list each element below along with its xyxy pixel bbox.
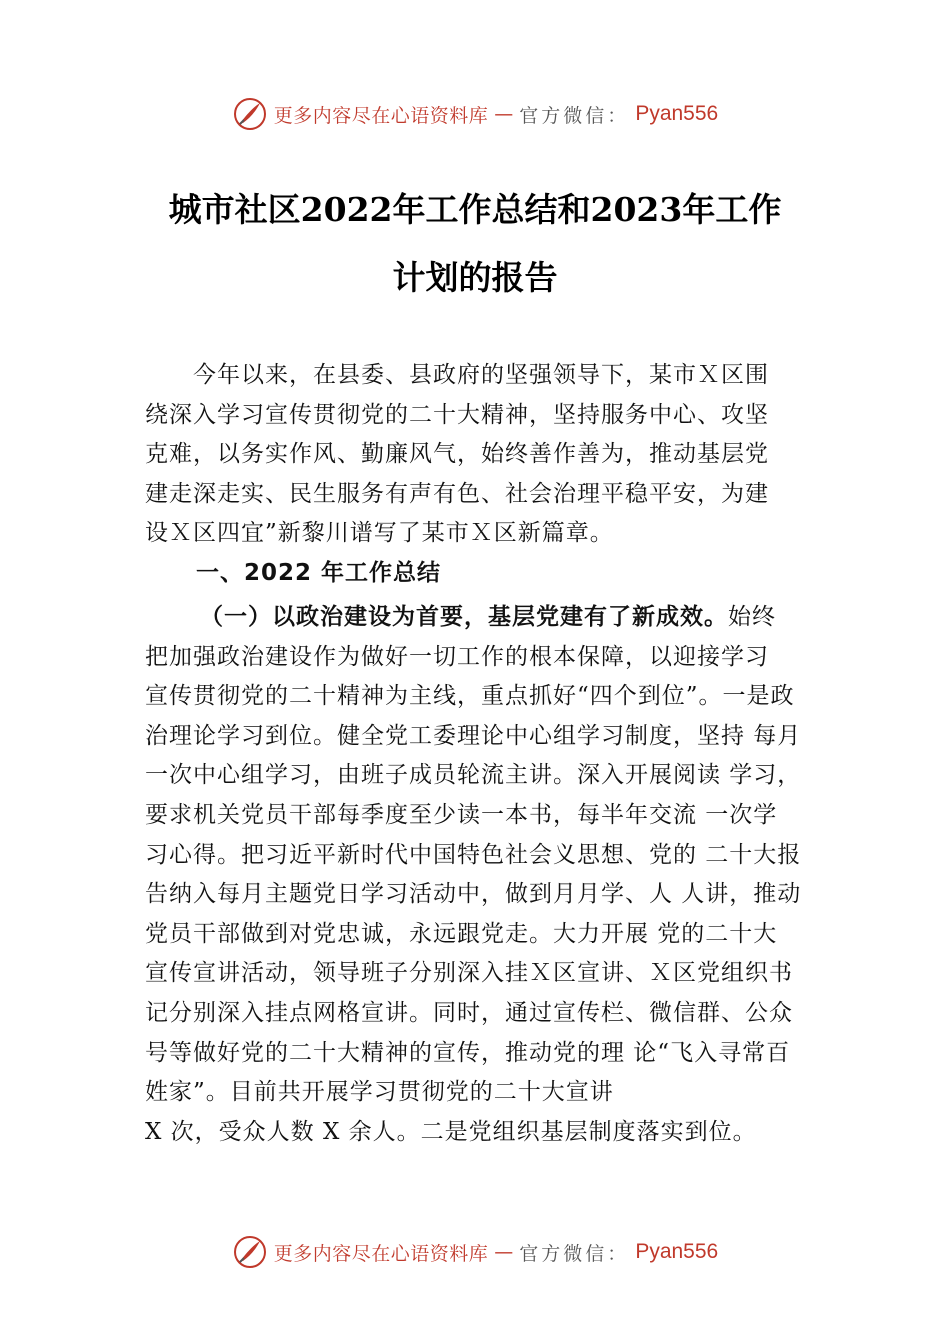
paragraph-line: X 次，受众人数 X 余人。二是党组织基层制度落实到位。: [145, 1118, 757, 1145]
paragraph-line: 告纳入每月主题党日学习活动中，做到月月学、人 人讲，推动: [145, 881, 802, 908]
watermark-header: [0, 94, 950, 134]
paragraph-lead-bold: （一）以政治建设为首要，基层党建有了新成效。: [200, 603, 728, 630]
paragraph-section-1: [145, 597, 835, 1152]
watermark-footer: [0, 1232, 950, 1272]
paragraph-lead-rest: 始终: [728, 604, 776, 630]
watermark-separator: —: [494, 1241, 514, 1263]
paragraph-line: 今年以来，在县委、县政府的坚强领导下，某市Ｘ区围: [145, 362, 769, 388]
paragraph-line: 记分别深入挂点网格宣讲。同时，通过宣传栏、微信群、公众: [145, 999, 793, 1026]
paragraph-line: 治理论学习到位。健全党工委理论中心组学习制度，坚持 每月: [145, 722, 802, 749]
paragraph-intro: [145, 356, 835, 554]
paragraph-line: 设Ｘ区四宜”新黎川谱写了某市Ｘ区新篇章。: [145, 520, 614, 547]
watermark-wechat-id: Pyan556: [635, 102, 719, 125]
watermark-text: 更多内容尽在心语资料库: [273, 1242, 489, 1265]
watermark-wechat-label: 官方微信：: [519, 1242, 630, 1265]
paragraph-line: 党员干部做到对党忠诚，永远跟党走。大力开展 党的二十大: [145, 920, 778, 947]
watermark-text: 更多内容尽在心语资料库: [273, 104, 489, 127]
paragraph-line: 把加强政治建设作为做好一切工作的根本保障，以迎接学习: [145, 643, 769, 670]
paragraph-line: 宣传贯彻党的二十精神为主线，重点抓好“四个到位”。一是政: [145, 683, 795, 710]
pen-quill-logo-icon: [232, 1234, 268, 1270]
pen-quill-logo-icon: [232, 96, 268, 132]
watermark-wechat-label: 官方微信：: [519, 104, 630, 127]
paragraph-line: 姓家”。目前共开展学习贯彻党的二十大宣讲: [145, 1079, 614, 1106]
paragraph-line: 克难，以务实作风、勤廉风气，始终善作善为，推动基层党: [145, 441, 769, 468]
paragraph-lead-line: [145, 597, 835, 638]
document-title-line-1: 城市社区2022年工作总结和2023年工作: [168, 190, 782, 229]
paragraph-line: 号等做好党的二十大精神的宣传，推动党的理 论“飞入寻常百: [145, 1039, 791, 1066]
watermark-wechat-id: Pyan556: [635, 1240, 719, 1263]
watermark-separator: —: [494, 103, 514, 125]
paragraph-line: 建走深走实、民生服务有声有色、社会治理平稳平安，为建: [145, 480, 769, 507]
paragraph-line: 一次中心组学习，由班子成员轮流主讲。深入开展阅读 学习，: [145, 762, 802, 789]
paragraph-line: 习心得。把习近平新时代中国特色社会义思想、党的 二十大报: [145, 841, 802, 868]
paragraph-line: 要求机关党员干部每季度至少读一本书，每半年交流 一次学: [145, 801, 778, 828]
section-heading-1: 一、2022 年工作总结: [196, 560, 442, 586]
document-title-line-2: 计划的报告: [392, 258, 558, 297]
paragraph-line: 绕深入学习宣传贯彻党的二十大精神，坚持服务中心、攻坚: [145, 401, 769, 428]
paragraph-line: 宣传宣讲活动，领导班子分别深入挂Ｘ区宣讲、Ｘ区党组织书: [145, 960, 793, 987]
